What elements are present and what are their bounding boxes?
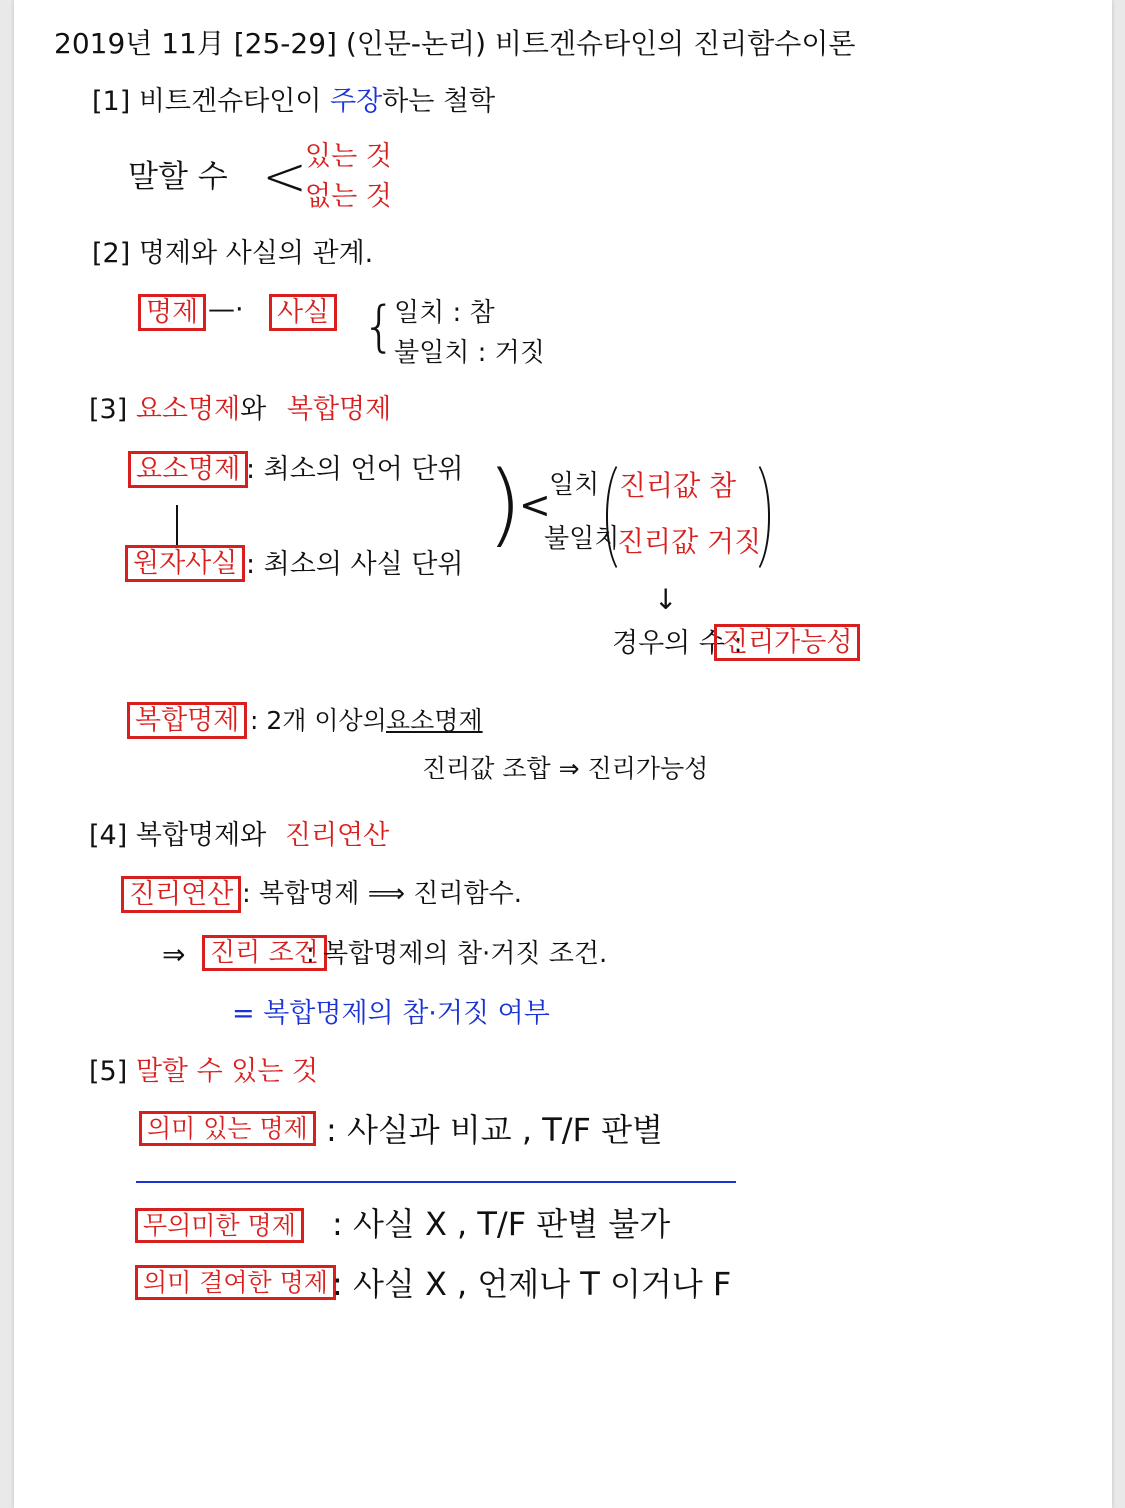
section-3-heading bbox=[89, 396, 391, 423]
section-1-text-blue: 주장 bbox=[330, 86, 383, 117]
section-3-h1: 요소명제 bbox=[135, 394, 241, 425]
section-2-heading bbox=[92, 240, 373, 267]
down-arrow-icon: ↓ bbox=[654, 583, 678, 616]
divider-line bbox=[136, 1181, 736, 1183]
combination-line: 진리값 조합 ⇒ 진리가능성 bbox=[422, 754, 709, 783]
match-true: 일치 : 참 bbox=[394, 298, 495, 328]
section-1-text-post: 하는 철학 bbox=[382, 86, 496, 117]
right-paren: ) bbox=[487, 452, 523, 557]
proposition-box: 명제 bbox=[138, 294, 206, 331]
implies-arrow: ⇒ bbox=[162, 938, 186, 971]
atomic-desc: : 최소의 사실 단위 bbox=[246, 549, 464, 580]
section-2-number: [2] bbox=[92, 238, 131, 269]
section-1-heading bbox=[92, 88, 495, 115]
note-title: 2019년 11月 [25-29] (인문-논리) 비트겐슈타인의 진리함수이론 bbox=[54, 27, 856, 60]
branch-arrow: < bbox=[519, 483, 551, 527]
relation-dash: —· bbox=[208, 294, 244, 325]
truth-value-true: 진리값 참 bbox=[619, 469, 737, 502]
section-3-mid: 와 bbox=[240, 394, 267, 425]
truth-condition-desc: : 복합명제의 참·거짓 조건. bbox=[306, 939, 608, 969]
truth-operation-box: 진리연산 bbox=[121, 876, 241, 913]
section-3-h2: 복합명제 bbox=[286, 394, 392, 425]
note-page bbox=[14, 0, 1112, 1508]
section-5-text: 말할 수 있는 것 bbox=[135, 1056, 319, 1087]
link-line bbox=[176, 505, 178, 545]
cases-label: 경우의 수 : bbox=[612, 628, 743, 659]
speakable-option-1: 있는 것 bbox=[305, 141, 392, 172]
elementary-proposition-box: 요소명제 bbox=[128, 451, 248, 488]
fact-box: 사실 bbox=[269, 294, 337, 331]
speakable-option-2: 없는 것 bbox=[305, 181, 392, 212]
truth-condition-equivalence: = 복합명제의 참·거짓 여부 bbox=[232, 998, 550, 1029]
section-4-red: 진리연산 bbox=[284, 820, 390, 851]
truth-operation-desc: : 복합명제 ⟹ 진리함수. bbox=[242, 879, 523, 909]
compound-proposition-box: 복합명제 bbox=[127, 702, 247, 739]
compound-underlined: 요소명제 bbox=[386, 706, 483, 735]
section-1-number: [1] bbox=[92, 86, 131, 117]
meaningful-desc: : 사실과 비교 , T/F 판별 bbox=[326, 1111, 663, 1149]
lacking-meaning-proposition-box: 의미 결여한 명제 bbox=[135, 1265, 336, 1300]
mismatch-false: 불일치 : 거짓 bbox=[394, 338, 545, 368]
section-3-number: [3] bbox=[89, 394, 128, 425]
lacking-meaning-desc: : 사실 X , 언제나 T 이거나 F bbox=[332, 1265, 732, 1303]
section-4-pre: 복합명제와 bbox=[135, 820, 267, 851]
compound-desc: : 2개 이상의 bbox=[250, 706, 387, 735]
section-5-heading bbox=[89, 1058, 318, 1085]
nonsense-proposition-box: 무의미한 명제 bbox=[135, 1208, 304, 1243]
section-5-number: [5] bbox=[89, 1056, 128, 1087]
section-1-text-pre: 비트겐슈타인이 bbox=[138, 86, 322, 117]
elementary-desc: : 최소의 언어 단위 bbox=[246, 454, 464, 485]
split-arrow: < bbox=[262, 145, 308, 208]
brace-icon: { bbox=[362, 295, 397, 358]
speakable-label: 말할 수 bbox=[128, 159, 228, 195]
section-2-text: 명제와 사실의 관계. bbox=[138, 238, 374, 269]
section-4-heading bbox=[89, 822, 389, 849]
match-label: 일치 bbox=[549, 470, 600, 500]
meaningful-proposition-box: 의미 있는 명제 bbox=[139, 1111, 316, 1146]
truth-possibility-box: 진리가능성 bbox=[714, 624, 860, 661]
mismatch-label: 불일치 bbox=[544, 524, 620, 554]
truth-value-false: 진리값 거짓 bbox=[617, 525, 762, 558]
atomic-fact-box: 원자사실 bbox=[125, 545, 245, 582]
nonsense-desc: : 사실 X , T/F 판별 불가 bbox=[332, 1205, 671, 1243]
truth-condition-box: 진리 조건 bbox=[202, 935, 327, 971]
section-4-number: [4] bbox=[89, 820, 128, 851]
